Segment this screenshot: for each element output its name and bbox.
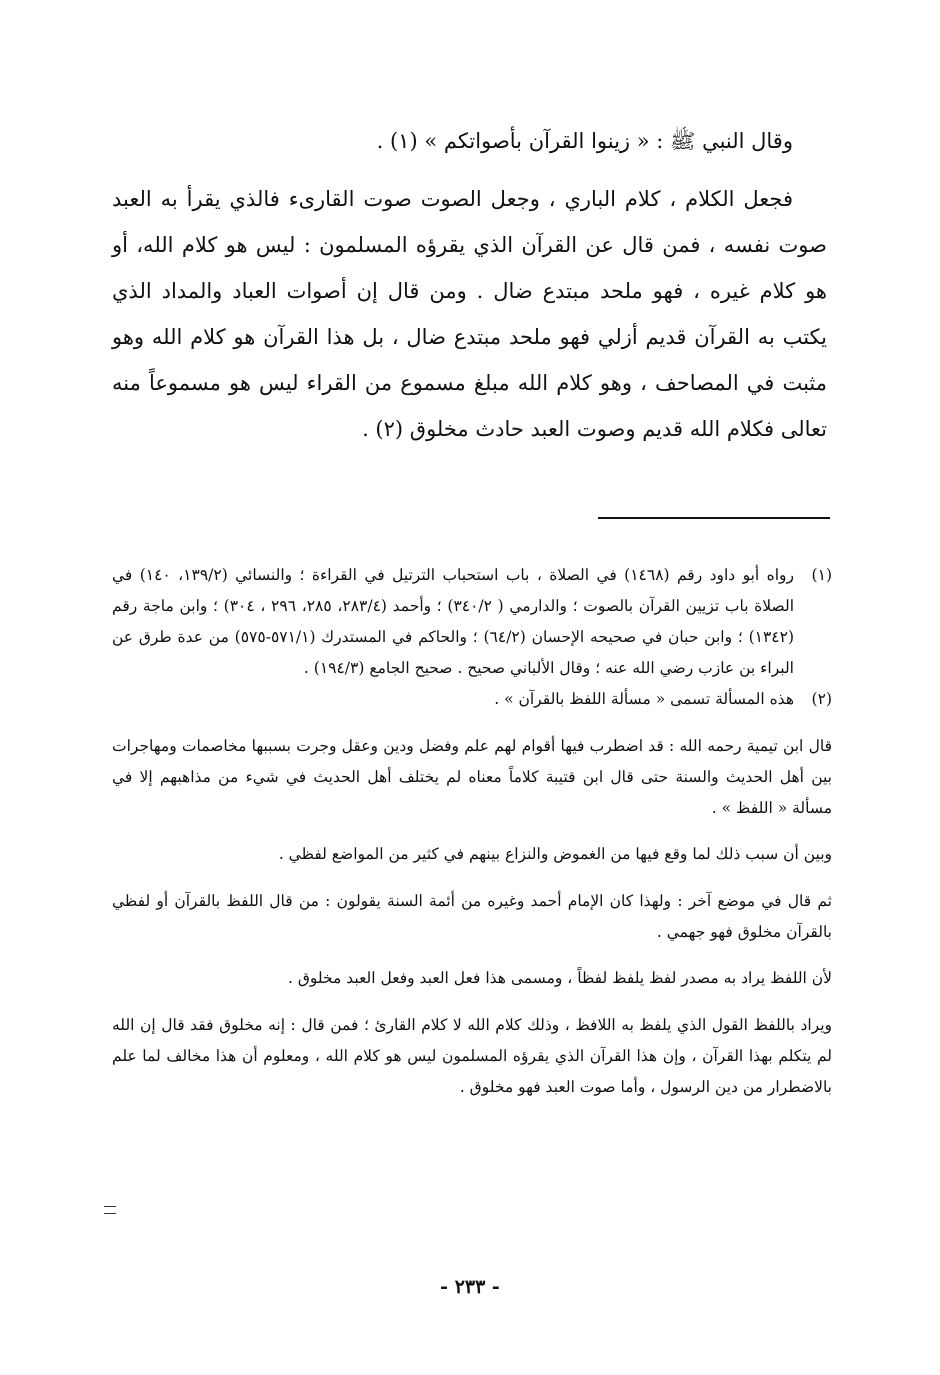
footnote-number: (١): [811, 566, 832, 584]
footnotes-section: [112, 560, 832, 1118]
footnote-2: [112, 684, 832, 715]
footnote-paragraph: ويراد باللفظ القول الذي يلفظ به اللافظ ، وذلك كلام الله لا كلام القارئ ؛ فمن قال : إنه مخلوق فقد قال إن الله لم يتكلم بهذا القرآن ، وإن هذا القرآن الذي يقرؤه المسلمون ليس هو كلام الله ، ومعلوم أن هذا مخالف لما علم بالاضطرار من دين الرسول ، وأما صوت العبد فهو مخلوق .: [112, 1015, 832, 1096]
footnote-paragraph: وبين أن سبب ذلك لما وقع فيها من الغموض والنزاع بينهم في كثير من المواضع لفظي .: [278, 845, 832, 863]
footnote-number: (٢): [811, 690, 832, 708]
footnote-text: رواه أبو داود رقم (١٤٦٨) في الصلاة ، باب استحباب الترتيل في القراءة ؛ والنسائي (١٣٩/٢، ١٤٠) في الصلاة باب تزيين القرآن بالصوت ؛ والدارمي ( ٣٤٠/٢) ؛ وأحمد (٢٨٣/٤، ٢٨٥، ٢٩٦ ، ٣٠٤) ؛ وابن ماجة رقم (١٣٤٢) ؛ وابن حبان في صحيحه الإحسان (٦٤/٢) ؛ والحاكم في المستدرك (٥٧١/١-٥٧٥) من عدة طرق عن البراء بن عازب رضي الله عنه ؛ وقال الألباني صحيح . صحيح الجامع (١٩٤/٣) .: [112, 566, 795, 677]
footnote-paragraph: لأن اللفظ يراد به مصدر لفظ يلفظ لفظاً ، ومسمى هذا فعل العبد وفعل العبد مخلوق .: [288, 969, 832, 987]
footnote-separator: [598, 517, 830, 519]
margin-mark: [104, 1206, 116, 1214]
main-text-block: [112, 118, 827, 452]
page-number: - ٢٣٣ -: [440, 1276, 500, 1298]
footnote-heading: هذه المسألة تسمى « مسألة اللفظ بالقرآن » .: [494, 690, 794, 708]
footnote-1: [112, 560, 832, 684]
hadith-quote-paragraph: وقال النبي ﷺ : « زينوا القرآن بأصواتكم » (١) .: [376, 129, 793, 153]
footnote-paragraph: ثم قال في موضع آخر : ولهذا كان الإمام أحمد وغيره من أئمة السنة يقولون : من قال اللفظ بالقرآن أو لفظي بالقرآن مخلوق فهو جهمي .: [112, 891, 832, 941]
main-paragraph: فجعل الكلام ، كلام الباري ، وجعل الصوت صوت القارىء فالذي يقرأ به العبد صوت نفسه ، فمن قال عن القرآن الذي يقرؤه المسلمون : ليس هو كلام الله، أو هو كلام غيره ، فهو ملحد مبتدع ضال . ومن قال إن أصوات العباد والمداد الذي يكتب به القرآن قديم أزلي فهو ملحد مبتدع ضال ، بل هذا القرآن هو كلام الله وهو مثبت في المصاحف ، وهو كلام الله مبلغ مسموع من القراء ليس هو مسموعاً منه تعالى فكلام الله قديم وصوت العبد حادث مخلوق (٢) .: [112, 187, 827, 441]
footnote-paragraph: قال ابن تيمية رحمه الله : قد اضطرب فيها أقوام لهم علم وفضل ودين وعقل وجرت بسببها مخاصمات ومهاجرات بين أهل الحديث والسنة حتى قال ابن قتيبة كلاماً معناه لم يختلف أهل الحديث في شيء من مذاهبهم إلا في مسألة « اللفظ » .: [112, 736, 832, 817]
